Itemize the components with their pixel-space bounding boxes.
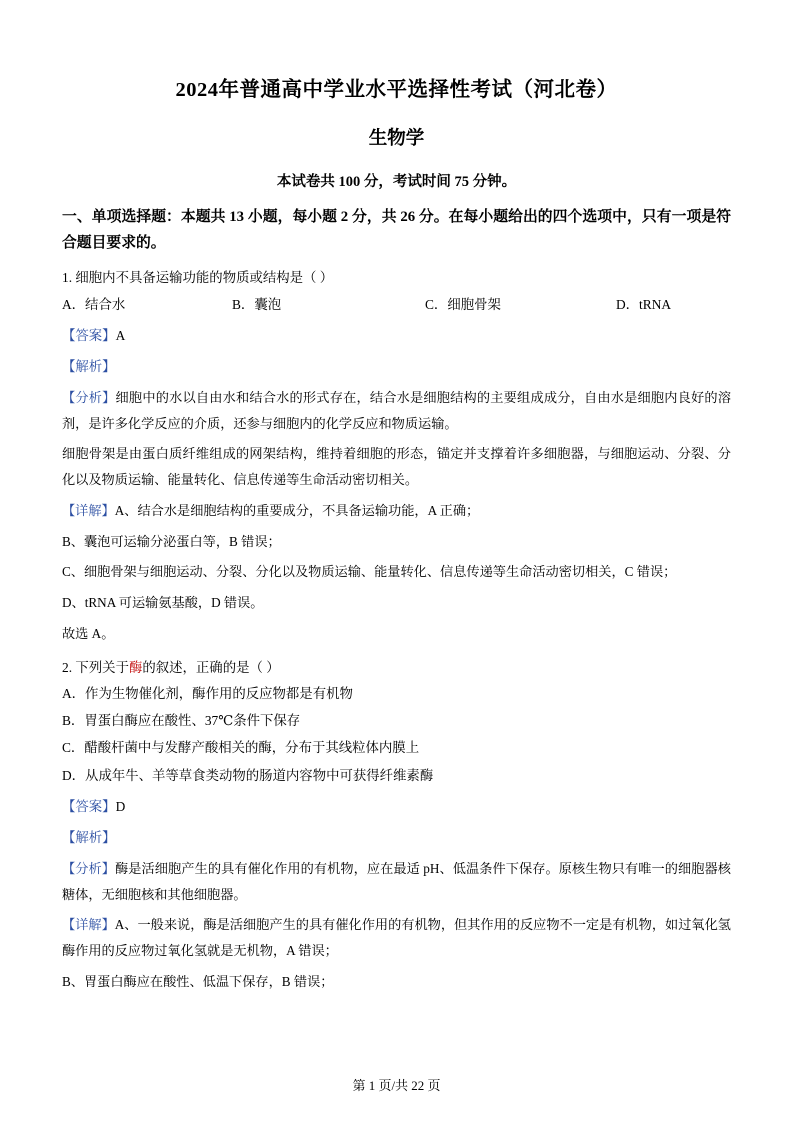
question-text-prefix: 下列关于 [75,659,129,675]
question-text: 细胞内不具备运输功能的物质或结构是（ ） [75,269,334,285]
analysis-block-text: B、胃蛋白酶应在酸性、低温下保存，B 错误； [62,973,334,989]
analysis-block [62,590,731,616]
section-heading: 一、单项选择题：本题共 13 小题，每小题 2 分，共 26 分。在每小题给出的四个选项中，只有一项是符合题目要求的。 [62,209,731,251]
analysis-block-tag: 【分析】 [62,860,116,876]
subject-title: 生物学 [368,129,425,149]
analysis-block [62,385,731,436]
option-b: B．胃蛋白酶应在酸性、37℃条件下保存 [62,713,301,729]
answer-value: A [115,327,126,343]
answer-line [62,794,731,820]
answer-line [62,323,731,349]
question-text-suffix: 的叙述，正确的是（ ） [142,659,280,675]
analysis-block [62,969,731,995]
analysis-block [62,912,731,963]
analysis-block-tag: 【详解】 [62,917,115,933]
answer-tag: 【答案】 [62,327,116,343]
answer-tag: 【答案】 [62,798,116,814]
option-c: C．细胞骨架 [425,297,501,313]
analysis-block-tag: 【分析】 [62,390,116,405]
question-number: 1. [62,269,73,285]
analysis-block [62,498,731,524]
option-d: D．tRNA [616,297,672,313]
analysis-block-text: 细胞中的水以自由水和结合水的形式存在，结合水是细胞结构的主要组成成分，自由水是细胞内良好的溶剂，是许多化学反应的介质，还参与细胞内的化学反应和物质运输。 [62,390,732,431]
page-footer: 第 1 页/共 22 页 [352,1078,441,1093]
analysis-block-text: B、囊泡可运输分泌蛋白等，B 错误； [62,533,281,549]
analysis-block [62,856,731,907]
question-text-highlight: 酶 [128,659,143,675]
analysis-block [62,559,731,585]
analysis-block [62,529,731,555]
page-title: 2024年普通高中学业水平选择性考试（河北卷） [175,79,618,101]
exam-info: 本试卷共 100 分，考试时间 75 分钟。 [276,174,517,190]
question-stem [62,655,731,680]
analysis-block [62,441,731,492]
option-d: D．从成年牛、羊等草食类动物的肠道内容物中可获得纤维素酶 [62,767,434,783]
analysis-block-text: 细胞骨架是由蛋白质纤维组成的网架结构，维持着细胞的形态，锚定并支撑着许多细胞器，与细胞运动、分裂、分化以及物质运输、能量转化、信息传递等生命活动密切相关。 [62,446,731,488]
question-number: 2. [62,659,73,675]
analysis-block-text: D、tRNA 可运输氨基酸，D 错误。 [62,595,264,611]
analysis-block-text: A、一般来说，酶是活细胞产生的具有催化作用的有机物，但其作用的反应物不一定是有机物，如过氧化氢酶作用的反应物过氧化氢就是无机物，A 错误； [62,917,731,959]
analysis-label [62,354,731,380]
answer-value: D [115,798,126,814]
analysis-label [62,825,731,851]
question-options [62,292,731,317]
analysis-block-text: 故选 A。 [62,625,115,641]
analysis-tag: 【解析】 [62,358,116,374]
option-a: A．结合水 [62,297,126,313]
option-a: A．作为生物催化剂，酶作用的反应物都是有机物 [62,686,353,702]
analysis-block-text: A、结合水是细胞结构的重要成分，不具备运输功能，A 正确； [114,502,480,518]
option-c: C．醋酸杆菌中与发酵产酸相关的酶，分布于其线粒体内膜上 [62,740,420,756]
analysis-conclusion [62,621,731,647]
question-stem [62,265,731,290]
analysis-block-text: C、细胞骨架与细胞运动、分裂、分化以及物质运输、能量转化、信息传递等生命活动密切相关，C 错误； [62,564,677,580]
option-b: B．囊泡 [232,297,282,313]
analysis-tag: 【解析】 [62,829,116,845]
analysis-block-tag: 【详解】 [62,502,115,518]
analysis-block-text: 酶是活细胞产生的具有催化作用的有机物，应在最适 pH、低温条件下保存。原核生物只有唯一的细胞器核糖体，无细胞核和其他细胞器。 [62,860,731,902]
